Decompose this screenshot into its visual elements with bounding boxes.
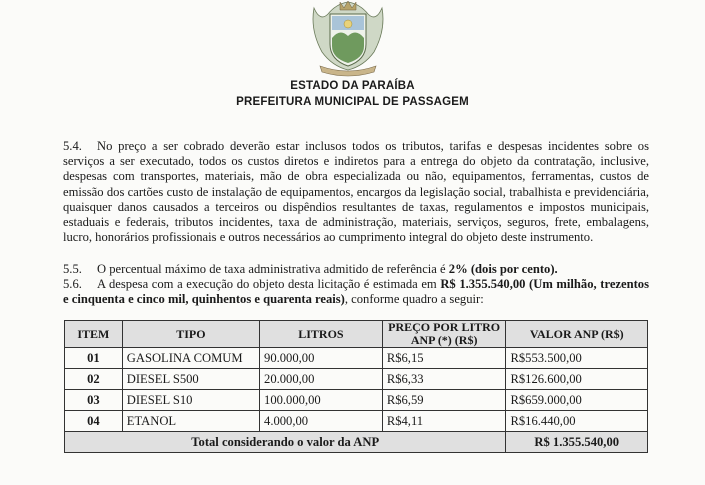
section-5-4 bbox=[63, 139, 649, 245]
cell-item: 02 bbox=[65, 369, 123, 390]
cell-valor: R$16.440,00 bbox=[506, 411, 648, 432]
cell-item: 01 bbox=[65, 348, 123, 369]
header-preco: PREÇO POR LITRO ANP (*) (R$) bbox=[382, 321, 506, 348]
section-number: 5.4. bbox=[63, 139, 82, 153]
section-text: A despesa com a execução do objeto desta licitação é estimada em bbox=[97, 277, 441, 291]
cell-tipo: GASOLINA COMUM bbox=[122, 348, 259, 369]
cell-tipo: DIESEL S500 bbox=[122, 369, 259, 390]
cell-valor: R$659.000,00 bbox=[506, 390, 648, 411]
table-row bbox=[65, 411, 648, 432]
cell-preco: R$4,11 bbox=[382, 411, 506, 432]
table-row bbox=[65, 390, 648, 411]
cell-preco: R$6,59 bbox=[382, 390, 506, 411]
header-item: ITEM bbox=[65, 321, 123, 348]
cell-tipo: ETANOL bbox=[122, 411, 259, 432]
section-5-5 bbox=[63, 262, 649, 277]
fuel-price-table bbox=[64, 320, 648, 453]
section-bold-text: R$ 1.355.540,00 (Um milhão, trezentos e cinquenta e cinco mil, quinhentos e quarenta reais) bbox=[63, 277, 649, 307]
document-header-prefecture: PREFEITURA MUNICIPAL DE PASSAGEM bbox=[236, 96, 469, 108]
cell-valor: R$126.600,00 bbox=[506, 369, 648, 390]
section-bold-text: 2% (dois por cento). bbox=[448, 262, 558, 276]
table-row bbox=[65, 369, 648, 390]
cell-preco: R$6,15 bbox=[382, 348, 506, 369]
total-value: R$ 1.355.540,00 bbox=[506, 432, 648, 453]
section-5-6 bbox=[63, 277, 649, 307]
cell-preco: R$6,33 bbox=[382, 369, 506, 390]
cell-tipo: DIESEL S10 bbox=[122, 390, 259, 411]
section-text: O percentual máximo de taxa administrativa admitido de referência é bbox=[97, 262, 449, 276]
cell-litros: 20.000,00 bbox=[260, 369, 383, 390]
coat-of-arms-image bbox=[308, 0, 388, 78]
cell-item: 04 bbox=[65, 411, 123, 432]
table-header-row bbox=[65, 321, 648, 348]
cell-litros: 4.000,00 bbox=[260, 411, 383, 432]
cell-litros: 90.000,00 bbox=[260, 348, 383, 369]
section-number: 5.6. bbox=[63, 277, 82, 291]
header-valor: VALOR ANP (R$) bbox=[506, 321, 648, 348]
header-tipo: TIPO bbox=[122, 321, 259, 348]
header-litros: LITROS bbox=[260, 321, 383, 348]
table-total-row bbox=[65, 432, 648, 453]
cell-item: 03 bbox=[65, 390, 123, 411]
cell-litros: 100.000,00 bbox=[260, 390, 383, 411]
table-row bbox=[65, 348, 648, 369]
total-label: Total considerando o valor da ANP bbox=[65, 432, 506, 453]
document-header-state: ESTADO DA PARAÍBA bbox=[290, 80, 415, 92]
section-text: No preço a ser cobrado deverão estar inclusos todos os tributos, tarifas e despesas incidentes sobre os serviços a ser executado, todos os custos diretos e indiretos para a entrega do objeto da contratação, inclusive, despesas com transportes, materiais, mão de obra especializada ou não, equipamentos, ferramentas, custos de emissão dos cartões custo de instalação de equipamentos, encargos da legislação social, trabalhista e previdenciária, quaisquer danos causados a terceiros ou dispêndios resultantes de taxas, regulamentos e impostos municipais, estaduais e federais, tributos incidentes, taxa de administração, materiais, serviços, seguros, frete, embalagens, lucro, honorários profissionais e outros necessários ao cumprimento integral do objeto deste instrumento. bbox=[63, 139, 649, 245]
section-text-end: , conforme quadro a seguir: bbox=[344, 292, 484, 307]
section-number: 5.5. bbox=[63, 262, 82, 276]
cell-valor: R$553.500,00 bbox=[506, 348, 648, 369]
